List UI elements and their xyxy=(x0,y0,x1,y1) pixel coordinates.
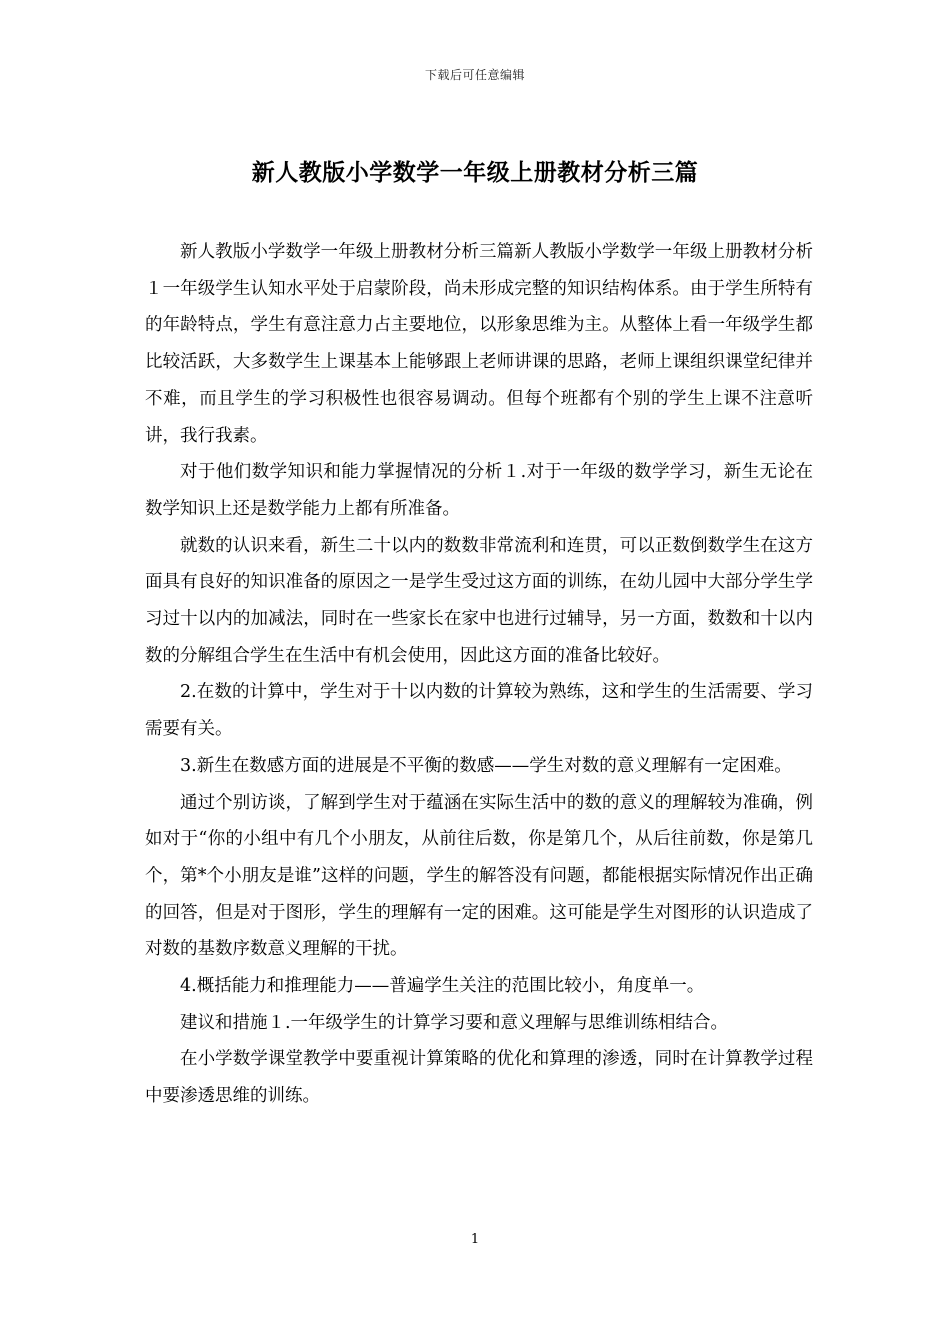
paragraph: 4.概括能力和推理能力——普遍学生关注的范围比较小，角度单一。 xyxy=(180,976,705,997)
paragraph: 就数的认识来看，新生二十以内的数数非常流利和连贯，可以正数倒数学生在这方面具有良好的知识准备的原因之一是学生受过这方面的训练，在幼儿园中大部分学生学习过十以内的加减法，同时在一些家长在家中也进行过辅导，另一方面，数数和十以内数的分解组合学生在生活中有机会使用，因此这方面的准备比较好。 xyxy=(145,535,813,666)
page-header-note: 下载后可任意编辑 xyxy=(424,68,525,82)
paragraph: 对于他们数学知识和能力掌握情况的分析１.对于一年级的数学学习，新生无论在数学知识上还是数学能力上都有所准备。 xyxy=(145,462,813,519)
paragraph: 2.在数的计算中，学生对于十以内数的计算较为熟练，这和学生的生活需要、学习需要有关。 xyxy=(145,682,813,740)
paragraph: 新人教版小学数学一年级上册教材分析三篇新人教版小学数学一年级上册教材分析１一年级学生认知水平处于启蒙阶段，尚未形成完整的知识结构体系。由于学生所特有的年龄特点，学生有意注意力占主要地位，以形象思维为主。从整体上看一年级学生都比较活跃，大多数学生上课基本上能够跟上老师讲课的思路，老师上课组织课堂纪律并不难，而且学生的学习积极性也很容易调动。但每个班都有个别的学生上课不注意听讲，我行我素。 xyxy=(145,242,813,446)
paragraph: 在小学数学课堂教学中要重视计算策略的优化和算理的渗透，同时在计算教学过程中要渗透思维的训练。 xyxy=(145,1049,813,1107)
paragraph: 通过个别访谈，了解到学生对于蕴涵在实际生活中的数的意义的理解较为准确，例如对于“你的小组中有几个小朋友，从前往后数，你是第几个，从后往前数，你是第几个，第*个小朋友是谁”这样的问题，学生的解答没有问题，都能根据实际情况作出正确的回答，但是对于图形，学生的理解有一定的困难。这可能是学生对图形的认识造成了对数的基数序数意义理解的干扰。 xyxy=(145,792,813,960)
paragraph: 建议和措施１.一年级学生的计算学习要和意义理解与思维训练相结合。 xyxy=(180,1012,729,1033)
paragraph: 3.新生在数感方面的进展是不平衡的数感——学生对数的意义理解有一定困难。 xyxy=(180,755,792,776)
document-title: 新人教版小学数学一年级上册教材分析三篇 xyxy=(251,160,699,186)
document-body xyxy=(145,234,813,1115)
page-number: 1 xyxy=(470,1232,480,1247)
